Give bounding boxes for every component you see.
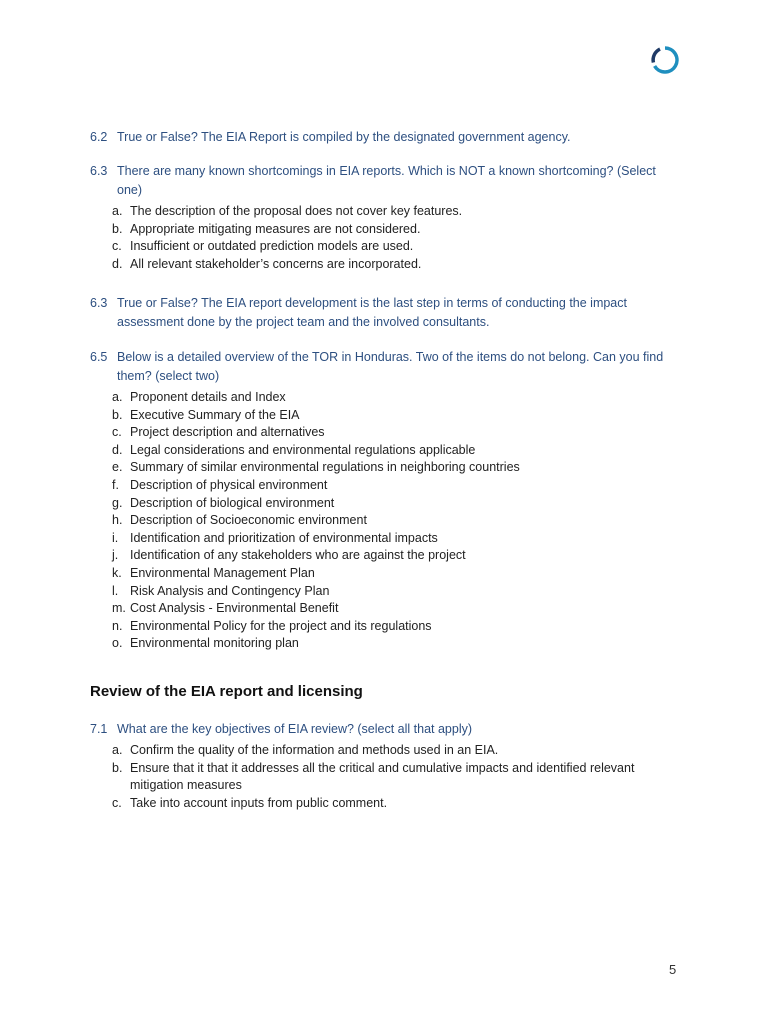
list-item [90, 760, 680, 795]
list-item [90, 512, 680, 530]
logo-ring-icon [650, 45, 680, 75]
list-item [90, 256, 680, 274]
list-item [90, 389, 680, 407]
question-number: 6.5 [90, 350, 108, 364]
list-item [90, 565, 680, 583]
option-text: Identification and prioritization of environmental impacts [130, 530, 438, 545]
option-letter: d. [112, 442, 123, 457]
option-text: Executive Summary of the EIA [130, 407, 300, 422]
options-list [90, 389, 680, 653]
option-text: Environmental Management Plan [130, 565, 315, 580]
option-letter: b. [112, 760, 123, 775]
list-item [90, 530, 680, 548]
option-text: Description of biological environment [130, 495, 335, 510]
option-text: Take into account inputs from public comment. [130, 795, 388, 810]
section-heading: Review of the EIA report and licensing [90, 683, 363, 700]
question-text: True or False? The EIA Report is compiled by the designated government agency. [117, 130, 571, 144]
list-item [90, 618, 680, 636]
list-item [90, 238, 680, 256]
question-6-3-shortcomings [90, 162, 680, 273]
option-text: Confirm the quality of the information and methods used in an EIA. [130, 743, 499, 757]
list-item [90, 495, 680, 513]
question-6-2 [90, 128, 680, 147]
option-letter: h. [112, 513, 123, 528]
option-text: The description of the proposal does not cover key features. [130, 204, 463, 218]
option-letter: a. [112, 743, 123, 757]
option-letter: a. [112, 204, 123, 218]
option-letter: m. [112, 601, 126, 616]
question-6-3-true-false [90, 294, 680, 332]
option-letter: k. [112, 565, 122, 580]
list-item [90, 203, 680, 221]
question-number: 6.3 [90, 296, 108, 310]
question-text: What are the key objectives of EIA review? (select all that apply) [117, 722, 473, 736]
option-letter: b. [112, 407, 123, 422]
option-letter: c. [112, 239, 122, 254]
question-text: There are many known shortcomings in EIA reports. Which is NOT a known shortcoming? (Select one) [117, 164, 656, 197]
option-text: Legal considerations and environmental regulations applicable [130, 442, 476, 457]
list-item [90, 221, 680, 239]
option-text: Appropriate mitigating measures are not considered. [130, 221, 421, 236]
option-letter: c. [112, 425, 122, 440]
option-letter: e. [112, 460, 123, 475]
option-letter: b. [112, 221, 123, 236]
list-item [90, 795, 680, 813]
option-text: Summary of similar environmental regulations in neighboring countries [130, 460, 520, 475]
option-text: Identification of any stakeholders who are against the project [130, 548, 466, 563]
page-number: 5 [669, 962, 677, 977]
list-item [90, 635, 680, 653]
option-text: Description of Socioeconomic environment [130, 513, 367, 528]
options-list [90, 203, 680, 273]
list-item [90, 477, 680, 495]
option-letter: c. [112, 795, 122, 810]
question-6-5 [90, 348, 680, 653]
option-text: All relevant stakeholder’s concerns are incorporated. [130, 256, 422, 271]
option-letter: f. [112, 477, 119, 492]
option-text: Environmental Policy for the project and its regulations [130, 618, 432, 633]
option-text: Cost Analysis - Environmental Benefit [130, 601, 339, 616]
option-letter: d. [112, 256, 123, 271]
question-text: Below is a detailed overview of the TOR in Honduras. Two of the items do not belong. Can you find them? (select two) [117, 350, 664, 383]
option-text: Risk Analysis and Contingency Plan [130, 583, 330, 598]
question-number: 6.3 [90, 164, 108, 178]
list-item [90, 583, 680, 601]
option-letter: g. [112, 495, 123, 510]
list-item [90, 547, 680, 565]
option-text: Project description and alternatives [130, 425, 325, 440]
option-text: Proponent details and Index [130, 390, 286, 404]
option-letter: o. [112, 636, 123, 651]
question-number: 7.1 [90, 722, 108, 736]
question-text: True or False? The EIA report development is the last step in terms of conducting the impact assessment done by the project team and the involved consultants. [117, 296, 627, 329]
option-text: Ensure that it that it addresses all the critical and cumulative impacts and identified relevant mitigation measures [130, 760, 635, 793]
list-item [90, 600, 680, 618]
option-letter: a. [112, 390, 123, 404]
option-letter: i. [112, 530, 119, 545]
option-letter: l. [112, 583, 119, 598]
list-item [90, 424, 680, 442]
question-number: 6.2 [90, 130, 108, 144]
option-text: Description of physical environment [130, 477, 328, 492]
option-letter: j. [112, 548, 119, 563]
list-item [90, 407, 680, 425]
options-list [90, 742, 680, 812]
option-text: Environmental monitoring plan [130, 636, 299, 651]
option-letter: n. [112, 618, 123, 633]
list-item [90, 442, 680, 460]
list-item [90, 742, 680, 760]
list-item [90, 459, 680, 477]
question-7-1 [90, 720, 680, 812]
option-text: Insufficient or outdated prediction models are used. [130, 239, 414, 254]
